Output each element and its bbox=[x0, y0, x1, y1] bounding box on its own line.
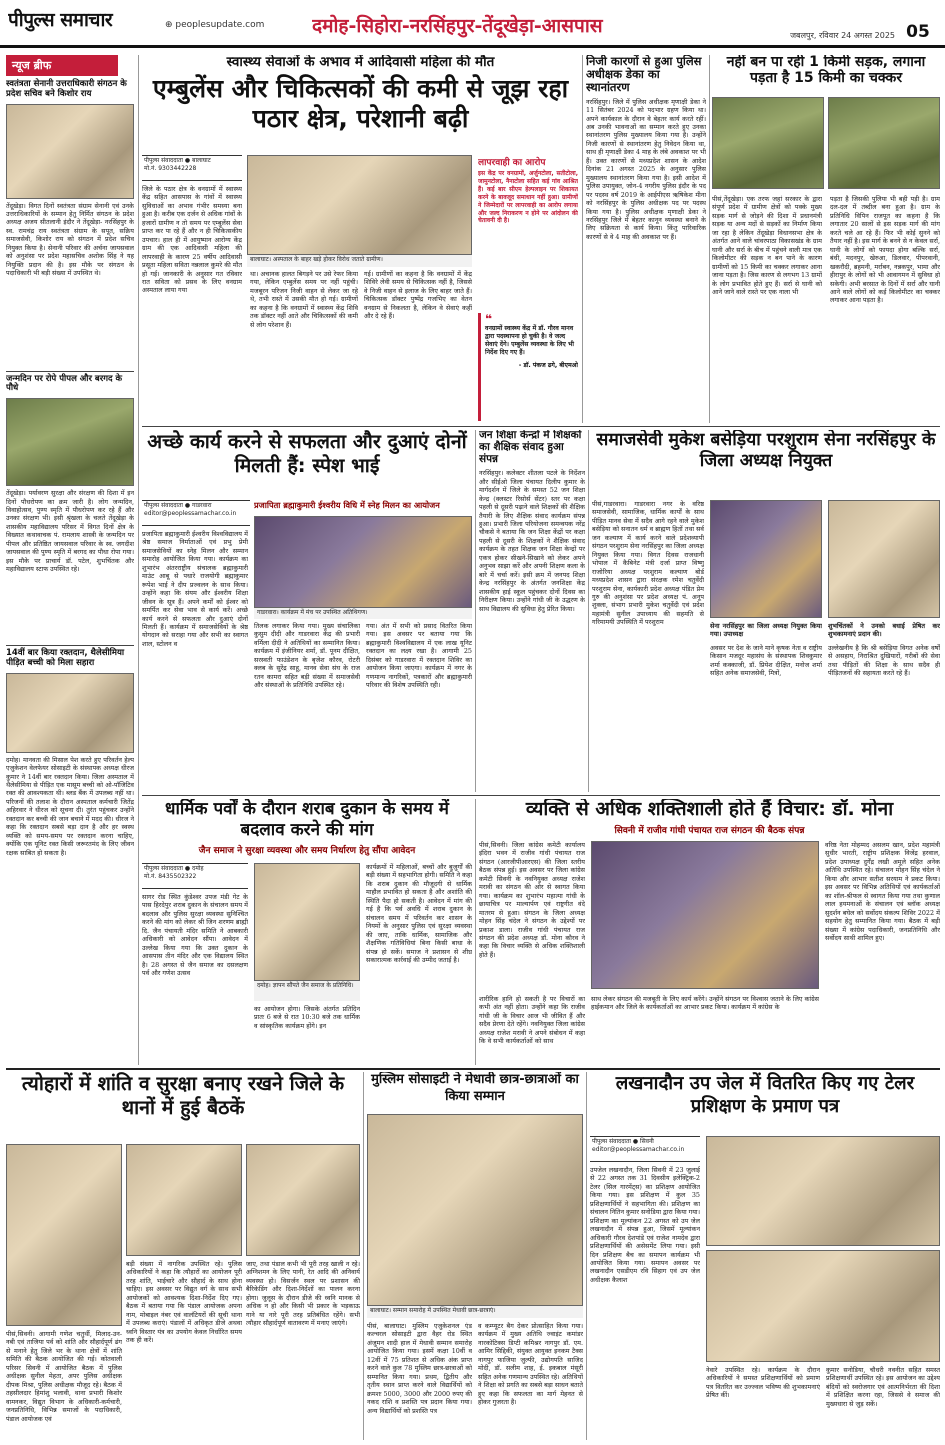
brief-body-2: तेंदूखेड़ा। पर्यावरण सुरक्षा और संरक्षण की दिशा में इन दिनों पौधरोपण का क्रम जारी है। लोग जन्मदिन, विवाहोत्सव, पुण्य स्मृति में पौधरोपण कर रहे हैं और उनका संरक्षण भी। इसी श्रृंखला के चलते तेंदूखेड़ा के शासकीय महाविद्यालय परिसर में विगत दिनों क्षेत्र के विख्यात कथावाचक पं. रामलाय शास्त्री के जन्मदिन पर पीपल और प्रतिष्ठित जायसवाल परिवार के स्व. जगदीश जायसवाल की पुण्य स्मृति में बरगद का पौधा रोपा गया। इस मौके पर प्राचार्य डॉ. पटेल, शुभचिंतक और महाविद्यालय स्टाफ उपस्थित रहे। bbox=[6, 489, 134, 574]
meet-photo bbox=[254, 516, 472, 608]
lead-sidebar bbox=[478, 155, 578, 305]
road-photo-2 bbox=[828, 97, 940, 189]
meet-col-1: प्रजापिता ब्रह्माकुमारी ईश्वरीय विश्वविद्यालय में श्रेष्ठ समाज निर्माताओं एवं प्रभु प्रेमी समाजसेवियों का स्नेह मिलन और सम्मान समारोह आयोजित किया गया। कार्यक्रम का शुभारंभ अंतरराष्ट्रीय संचालक ब्रह्माकुमारी माउंट आबू से पधारे राजयोगी ब्रह्माकुमार रूपेश भाई ने दीप प्रज्वलन के साथ किया। उन्होंने कहा कि संयम और ईश्वरीय शिक्षा जीवन के सूत्र हैं। अपने कर्मों को ईश्वर को समर्पित कर सेवा भाव से कार्य करें। अच्छे कार्य करने से सफलता और दुआएं दोनों मिलती हैं। कार्यक्रम में समाजसेवियों के श्रेष्ठ योगदान को सराहा गया और सभी का स्वागत शाल, स्टोलन व bbox=[142, 530, 248, 648]
brief-body-1: तेंदूखेड़ा। विगत दिनों स्वतंत्रता संग्राम सेनानी एवं उनके उत्तराधिकारियों के सम्मान हेतु निर्मित संगठन के प्रदेश अध्यक्ष अजय सीतलानी इंदौर ने तेंदूखेड़ा- नरसिंहपुर के स्व. रामचंद्र राय स्वतंत्रता संग्राम के सपूत, सक्रिय समाजसेवी, किशोर राय को संगठन में प्रदेश सचिव नियुक्त किया है। सेनानी परिवार की अर्चना जायसवाल को अनुशंसा पर प्रदेश महासचिव अशोक सिंह ने यह नियुक्ति प्रदान की है। इस मौके पर संगठन के पदाधिकारी भी बड़ी संख्या में उपस्थित थे। bbox=[6, 201, 134, 278]
jan-headline: जन शिक्षा केन्द्रों में शिक्षकों का शैक्षिक संवाद हुआ संपन्न bbox=[479, 430, 582, 465]
mukesh-photo-right bbox=[828, 500, 940, 618]
lead-story bbox=[142, 55, 579, 423]
festival-headline: त्योहारों में शांति व सुरक्षा बनाए रखने जिले के थानों में हुई बैठकें bbox=[21, 1072, 345, 1120]
liquor-headline: धार्मिक पर्वों के दौरान शराब दुकान के समय में बदलाव करने की मांग bbox=[165, 799, 449, 840]
police-body: नरसिंहपुर। जिले में पुलिस अधीक्षक मृणाक्षी डेका ने 11 सितंबर 2024 को पदभार ग्रहण किया था। अपने कार्यकाल के दौरान वे बेहतर कार्य करते रहीं। अब उनकी भावनाओं का सम्मान करते हुए उनका स्थानांतरण पुलिस मुख्यालय किया गया है। उन्होंने निजी कारणों से स्थानांतरण हेतु निवेदन किया था, साथ ही मृणाक्षी डेका 4 माह के लंबे अवकाश पर भी हैं। उक्त कारणों से मध्यप्रदेश शासन के आदेश दिनांक 21 अगस्त 2025 के अनुसार पुलिस मुख्यालय स्थानांतरण किया गया है। इसी आदेश में पुलिस उपायुक्त, जोन-4 नगरीय पुलिस इंदौर के पद पर पदस्थ वर्ष 2019 के आईपीएस ऋषिकेश मीना को नरसिंहपुर के पुलिस अधीक्षक पद पर पदस्थ किया गया है। पुलिस अधीक्षक मृणाक्षी डेका ने नरसिंहपुर जिले में बेहतर कानून व्यवस्था बनाने के लिए सक्रियता से कार्य किया। किंतु पारिवारिक कारणों से वे 4 माह की अवकाश पर हैं। bbox=[586, 97, 706, 241]
jail-photo-1 bbox=[706, 1136, 940, 1246]
liquor-col-1: सागर रोड स्थित कुंडेश्वर उपज मंडी गेट के पास हिरदेपुर शराब दुकान के संचालन समय में बदलाव और पुलिस सुरक्षा व्यवस्था सुनिश्चित करने की मांग को लेकर श्री जिन शरणम ब्राह्मी दि. जैन पंचायती मंदिर समिति ने आबकारी अधिकारी को आवेदन सौंपा। आवेदन में उल्लेख किया गया कि उक्त दुकान के आसपास तीन मंदिर और एक विद्यालय स्थित है। 28 अगस्त से जैन समाज का दसलक्षण पर्व और गणेश उत्सव bbox=[142, 893, 248, 978]
mukesh-col-1: पीसं,गाडरवारा। गाडरवारा नगर के वरिष्ठ समाजसेवी, सामाजिक, धार्मिक कार्यों के साथ पीड़ित मानव सेवा में सदैव आगे रहने वाले मुकेश बसेड़िया को सनातन धर्म व ब्राह्मण हितों तथा सर्व जन कल्याण में कार्य करने वाले प्रदेशव्यापी संगठन परशुराम सेना नरसिंहपुर का जिला अध्यक्ष नियुक्त किया गया। विगत दिवस राजधानी भोपाल में कैबिनेट मंत्री दर्जा प्राप्त विष्णु राजोरिया अध्यक्ष परशुराम कल्याण बोर्ड मध्यप्रदेश शासन द्वारा संरक्षक रमेश चतुर्वेदी परशुराम सेना, कार्यकारी प्रदेश अध्यक्ष पंडित प्रेम गुरु की अनुशंसा पर प्रदेश अध्यक्ष पं. अनूप शुक्ला, संभाग प्रभारी मुकेश चतुर्वेदी एवं प्रदेश महामंत्री सुनील उपाध्याय की सहमति से गरिमामयी उपस्थिति में परशुराम bbox=[592, 500, 704, 627]
mona-col-1: पीसं,सिवनी। जिला कांग्रेस कमेटी कार्यालय इंदिरा भवन में राजीव गांधी पंचायत राज संगठन (आरजीपीआरएस) की जिला स्तरीय बैठक संपन्न हुई। इस अवसर पर जिला कांग्रेस कमेटी सिवनी के नवनियुक्त अध्यक्ष राजेश मरावी का संगठन की ओर से स्वागत किया गया। कार्यक्रम का शुभारंभ महात्मा गांधी के छायाचित्र पर माल्यार्पण एवं राष्ट्रगीत वंदे मातरम से हुआ। संगठन के जिला अध्यक्ष मोहन सिंह चंदेल ने संगठन के उद्देश्यों पर प्रकाश डाला। राजीव गांधी पंचायत राज संगठन की प्रदेश अध्यक्ष डॉ. मोना कौरव ने कहा कि विचार व्यक्ति से अधिक शक्तिशाली होते हैं। bbox=[479, 841, 585, 959]
brief-photo-1 bbox=[6, 104, 134, 199]
lead-col-2: था। अचानक हालत बिगड़ने पर उसे रेफर किया गया, लेकिन एम्बुलेंस समय पर नहीं पहुंची। मजबूरन परिजन निजी वाहन से लेकर जा रहे थे, तभी रास्ते में उसकी मौत हो गई। ग्रामीणों का कहना है कि वनग्रामों में स्वास्थ्य केंद्र शिवि तक डॉक्टर नहीं आते और चिकित्सकों की कमी से लोग परेशान हैं। bbox=[250, 270, 358, 329]
festival-col-1: पीसं,सिवनी। आगामी गणेश चतुर्थी, मिलाद-उन-नबी एवं ताजिया पर्व को शांति और सौहार्दपूर्ण ढंग से मनाने हेतु जिले भर के थाना क्षेत्रों में शांति समिति की बैठक आयोजित की गई। कोतवाली परिसर सिवनी में आयोजित बैठक में पुलिस अधीक्षक सुनील मेहता, अपर पुलिस अधीक्षक दीपक मिश्रा, पुलिस अधीक्षक मौजूद रहे। बैठक में तहसीलदार हिमांशु भलावी, थाना प्रभारी किशोर वामनकर, विद्युत विभाग के अधिकारी-कर्मचारी, जनप्रतिनिधि, विभिन्न समाजों के पदाधिकारी, पंडाल आयोजक एवं bbox=[6, 1330, 122, 1423]
road-story bbox=[712, 55, 940, 423]
mukesh-caption-right: शुभचिंतकों ने उनको बधाई प्रेषित कर शुभकामनाएं प्रदान की। bbox=[828, 622, 940, 639]
mukesh-photo-left bbox=[710, 500, 822, 618]
road-col-2: पड़ता है जिसकी पुलिया भी बही पड़ी है। ग्राम दल-दल में तब्दील बना हुआ है। ग्राम के प्रतिनिधि विपिन राजपूत का कहना है कि लगातार 20 सालों से इस सड़क मार्ग की मांग करते चले आ रहे हैं। फिर भी कोई सुनने को तैयार नहीं है। इस मार्ग के बनने से न केवल सर्रा, घानी के लोगों को फायदा होगा बल्कि सर्रा, बंधी, मदनपुर, खेरुआ, डिलवार, पीपरवानी, खकरौदी, ब्रहमनी, मर्राबन, नन्नकपुर, भामा और हीरापुर के लोगों को भी आवागमन में सुविधा हो सकेगी। अभी बरसात के दिनों में सर्रा और घानी आने वाले लोगों को कई किलोमीटर का चक्कर लगाकर आना पड़ता है। bbox=[830, 195, 940, 305]
meet-subheadline: प्रजापिता ब्रह्माकुमारी ईश्वरीय विधि में स्नेह मिलन का आयोजन bbox=[254, 500, 440, 510]
brief-photo-3 bbox=[6, 673, 134, 753]
mona-col-2: शारीरिक हानि हो सकती है पर विचारों का कभी अंत नहीं होता। उन्होंने कहा कि राजीव गांधी जी के विचार आज भी जीवित हैं और सदैव प्रेरणा देते रहेंगे। नवनियुक्त जिला कांग्रेस अध्यक्ष राजेश मरावी ने अपने संबोधन में कहा कि वे सभी कार्यकर्ताओं को साथ bbox=[479, 995, 585, 1046]
meet-col-3: गया। अंत में सभी को प्रसाद वितरित किया गया। इस अवसर पर बताया गया कि ब्रह्माकुमारी विश्वविद्यालय में एक लाख यूनिट रक्तदान का लक्ष्य रखा है। आगामी 25 दिसंबर को गाडरवारा में रक्तदान शिविर का आयोजन किया जाएगा। कार्यक्रम में नगर के गणमान्य नागरिकों, पत्रकारों और ब्रह्माकुमारी परिवार की विशेष उपस्थिति रही। bbox=[366, 622, 472, 690]
road-headline: नहीं बन पा रही 1 किमी सड़क, लगाना पड़ता है 15 किमी का चक्कर bbox=[726, 55, 926, 86]
meet-byline: पीपुल्स संवाददाता ● गाडरवारा editor@peoplessamachar.co.in bbox=[142, 500, 250, 526]
jail-caption-right: कुमार सनोडिया, चौधरी नवनीत सहित समस्त प्रशिक्षणार्थी उपस्थित रहे। इस आयोजन का उद्देश्य बंदियों को स्वरोजगार एवं आत्मनिर्भरता की दिशा में प्रशिक्षित करना रहा, जिससे वे समाज की मुख्यधारा से जुड़ सकें। bbox=[826, 1366, 940, 1408]
meet-photo-caption: गाडरवारा। कार्यक्रम में मंच पर उपस्थित अतिथिगण। bbox=[254, 608, 472, 619]
masthead-logo[interactable] bbox=[8, 6, 163, 36]
mukesh-headline: समाजसेवी मुकेश बसेड़िया परशुराम सेना नरसिंहपुर के जिला अध्यक्ष नियुक्त bbox=[596, 430, 936, 472]
website-icon: ⊕ bbox=[165, 20, 176, 30]
mukesh-caption-left: सेना नरसिंहपुर का जिला अध्यक्ष नियुक्त किया गया। उपाध्यक्ष bbox=[710, 622, 822, 639]
logo-text: पीपुल्स समाचार bbox=[8, 9, 113, 31]
quote-icon: ❝ bbox=[485, 313, 493, 326]
police-headline: निजी कारणों से हुआ पुलिस अधीक्षक डेका का स्थानांतरण bbox=[586, 55, 702, 94]
dateline: जबलपुर, रविवार 24 अगस्त 2025 bbox=[790, 31, 895, 40]
mona-story bbox=[479, 799, 940, 1065]
jan-body: नरसिंहपुर। कलेक्टर शीतला पटले के निर्देशन और सीईओ जिला पंचायत दिलीप कुमार के मार्गदर्शन में जिले के समस्त 52 जन शिक्षा केन्द्र (क्लस्टर रिसोर्स सेंटर) स्तर पर कक्षा पहली से दूसरी पढ़ाने वाले शिक्षकों की शैक्षिक तैयारी के लिए शैक्षिक संवाद कार्यक्रम संपन्न हुआ। प्रभारी जिला परियोजना समन्वयक नरेंद्र चौकसे ने बताया कि जन शिक्षा केंद्रों पर कक्षा पहली से दूसरी के शिक्षकों ने शैक्षिक संवाद कार्यक्रम के तहत शिक्षक जन शिक्षा केन्द्रों पर एकत्र होकर सीखने-सिखाने को लेकर अपने अनुभव साझा करें और अपनी शिक्षण कला के बारे में चर्चा करें। इसी क्रम में जनपद शिक्षा केन्द्र नरसिंहपुर के अंतर्गत जनशिक्षा केंद्र शासकीय हाई स्कूल पहुंचकर दोनों दिवस का निरीक्षण किया। उन्होंने गांधी जी के उद्धरण के साथ विद्यालय की सुविधा हेतु प्रेरित किया। bbox=[479, 469, 585, 613]
meet-story bbox=[142, 430, 472, 792]
festival-story bbox=[6, 1072, 360, 1440]
liquor-col-3: कार्यक्रमों में महिलाओं, बच्चों और बुजुर्गों की बड़ी संख्या में सहभागिता होगी। समिति ने कहा कि शराब दुकान की मौजूदगी से धार्मिक माहौल प्रभावित हो सकता है और अशांति की स्थिति पैदा हो सकती है। आवेदन में मांग की गई है कि पर्व अवधि में शराब दुकान के संचालन समय में परिवर्तन कर शासन के नियमों के अनुसार पुलिस एवं सुरक्षा व्यवस्था की जाए, ताकि धार्मिक, सामाजिक और शैक्षणिक गतिविधियां बिना किसी बाधा के संपन्न हो सकें। समाज ने प्रशासन से शीघ्र सकारात्मक कार्रवाई की उम्मीद जताई है। bbox=[366, 863, 472, 964]
mona-headline: व्यक्ति से अधिक शक्तिशाली होते हैं विचार: डॉ. मोना bbox=[525, 799, 894, 820]
mona-col-3: साथ लेकर संगठन की मजबूती के लिए कार्य करेंगे। उन्होंने संगठन पर विश्वास जताने के लिए कांग्रेस हाईकमान और जिले के कार्यकर्ताओं का आभार प्रकट किया। कार्यक्रम में कांग्रेस के bbox=[591, 995, 819, 1012]
meet-col-2: तिलक लगाकर किया गया। मुख्य संचालिका कुसुम दीदी और गाडरवारा केंद्र की प्रभारी वर्मिला दीदी ने अतिथियों का सम्मानित किया। कार्यक्रम में इंजीनियर शर्मा, डॉ. पूनम दीक्षित, सरस्वती फाउंडेशन के बृजेश कौरव, रोटरी क्लब के सुरेंद्र साहू, मानव सेवा संघ के राज रतन कामरा सहित बड़ी संख्या में समाजसेवी और संस्थाओं के प्रतिनिधि उपस्थित रहे। bbox=[254, 622, 360, 690]
lead-col-1: जिले के पठार क्षेत्र के वनग्रामों में स्वास्थ्य केंद्र सहित आसपास के गांवों में स्वास्थ्य सुविधाओं का अभाव गंभीर समस्या बना हुआ है। करीब एक दर्जन से अधिक गांवों के हजारों ग्रामीण न तो समय पर एम्बुलेंस सेवा प्राप्त कर पा रहे हैं और न ही चिकित्सकीय उपचार। हाल ही में आयुष्मान आरोग्य केंद्र ग्राम की एक आदिवासी महिला की लापरवाही के कारण 25 वर्षीय आदिवासी प्रसूता महिला सविता नन्नलाल कुमरे की मौत हो गई। जानकारी के अनुसार गत रविवार रात सविता को प्रसव के लिए वनग्राम अस्पताल लाया गया bbox=[142, 185, 242, 295]
jail-col-1: उपजेल लखनादौन, जिला सिवनी में 23 जुलाई से 22 अगस्त तक 31 दिवसीय इलेक्ट्रिक-2 टेलर (सिल गारमेंट्स) का प्रशिक्षण आयोजित किया गया। इस प्रशिक्षण में कुल 35 प्रशिक्षणार्थियों ने सहभागिता की। प्रशिक्षण का संचालन नितिन कुमार सनोडिया द्वारा किया गया। प्रशिक्षण का मूल्यांकन 22 अगस्त को उप जेल लखनादौन में संपन्न हुआ, जिसमें मूल्यांकन अधिकारी गौरव देशपांडे एवं राजेश नामदेव द्वारा प्रशिक्षणार्थियों की असेसमेंट लिया गया। इसी दिन प्रशिक्षण बैच का समापन कार्यक्रम भी आयोजित किया गया। समापन अवसर पर लखनादौन एसडीएम रवि सिहाग एवं उप जेल अधीक्षक कैलाश bbox=[590, 1166, 700, 1284]
website-link[interactable]: ⊕ peoplesupdate.com bbox=[165, 20, 265, 30]
road-col-1: पीसं,तेंदूखेड़ा। एक तरफ जहां सरकार के द्वारा संपूर्ण प्रदेश में ग्रामीण क्षेत्रों को पक्के मुख्य सड़क मार्ग से जोड़ने की दिशा में प्रधानमंत्री सड़क या अन्य मदों से सड़कों का निर्माण किया जा रहा है लेकिन तेंदूखेड़ा विधानसभा क्षेत्र के अंतर्गत आने वाले चांवरपाठा विकासखंड के ग्राम घानी और सर्रा के बीच में पहुंचने वाली मात्र एक किलोमीटर की सड़क न बन पाने के कारण ग्रामीणों को 15 किमी का चक्कर लगाकर आना जाना पड़ता है। जिस कारण से लगभग 13 ग्रामों के लोग प्रभावित होते हुए हैं। सर्रा से घानी को आने जाने वाले रास्ते पर एक नाला भी bbox=[712, 195, 822, 296]
police-story bbox=[586, 55, 706, 423]
jan-story bbox=[479, 430, 585, 792]
mona-photo bbox=[591, 841, 819, 989]
brief-headline-2: जन्मदिन पर रोपे पीपल और बरगद के पौधे bbox=[6, 371, 134, 395]
masthead bbox=[0, 0, 945, 50]
mukesh-col-3: उल्लेखनीय है कि श्री बसेड़िया विगत अनेक वर्षों से असहाय, निराश्रित दुखियारों, गरीबों की सेवा तथा पीड़ितों की शिक्षा के साथ सदैव ही पीड़ितजनों की सहायता करते रहे हैं। bbox=[828, 644, 940, 678]
meet-email[interactable]: editor@peoplessamachar.co.in bbox=[144, 509, 237, 517]
festival-col-3: जाए, तथा पंडाल कभी भी पूरी तरह खाली न रहे। अग्निशमन के लिए पानी, रेत आदि की अनिवार्य व्यवस्था हो। विसर्जन स्थल पर प्रशासन की बैरिकेडिंग और दिशा-निर्देशों का पालन करना होगा। जुलूस के दौरान डीजे की ध्वनि मानक से अधिक न हो और किसी भी प्रकार के भड़काऊ गाने या नारे पूरी तरह प्रतिबंधित रहेंगे। सभी त्यौहार सौहार्दपूर्ण वातावरण में मनाए जाएंगे। bbox=[246, 1260, 360, 1328]
brief-headline-1: स्वतंत्रता सेनानी उत्तराधिकारी संगठन के प्रदेश सचिव बने किशोर राय bbox=[6, 79, 127, 99]
lead-byline: पीपुल्स संवाददाता ● बालाघाट मो.नं. 9303442228 bbox=[142, 155, 242, 181]
liquor-col-2: का आयोजन होगा। जिसके अंतर्गत प्रतिदिन प्रातः 6 बजे से रात 10:30 बजे तक धार्मिक व सांस्कृतिक कार्यक्रम होंगे। इन bbox=[254, 1005, 360, 1030]
muslim-col-2: व कम्प्यूटर बैग देकर प्रोत्साहित किया गया। कार्यक्रम में मुख्य अतिथि ज्वाइंट कमांडर नारकोटिक्स डिप्टी कमिश्नर नागपुर डॉ. एम. आमिर सिद्दिकी, संयुक्त आयुक्त इनकम टैक्स नागपुर फाजिया जुल्फी, उद्योगपति साजिद मोदी, डॉ. सलीम शाह, ई. इकबाल मंसूरी सहित अनेक गणमान्य उपस्थित रहे। अतिथियों ने शिक्षा को प्रगति का सबसे बड़ा साधन बताते हुए कहा कि सफलता का मार्ग मेहनत से होकर गुजरता है। bbox=[478, 1322, 583, 1407]
mukesh-story bbox=[592, 430, 940, 792]
page-number: 05 bbox=[906, 22, 930, 42]
liquor-story bbox=[142, 799, 472, 1065]
lead-quote bbox=[478, 313, 578, 421]
brief-photo-2 bbox=[6, 398, 134, 486]
festival-photo-1 bbox=[6, 1144, 122, 1326]
liquor-photo-caption: दमोह। ज्ञापन सौंपते जैन समाज के प्रतिनिधि। bbox=[254, 981, 360, 1001]
mona-col-4: वरिष्ठ नेता मोहम्मद असलम खान, प्रदेश महामंत्री सुधीर भारती, राष्ट्रीय प्रशिक्षक विजेंद्र हरवाल, प्रदेश उपाध्यक्ष दुर्गेंद्र लखी अमूले सहित अनेक अतिथि उपस्थित रहे। संचालन मोहन सिंह चंदेल ने किया और आभार सतीश सरयाम ने प्रकट किया। इस अवसर पर विभिन्न अतिथियों एवं कार्यकर्ताओं का शॉल-श्रीफल से स्वागत किया गया तथा कुणाल लाल हयमनाओं के संचालन एवं ब्लॉक अध्यक्ष सुदर्शन बघेल को सर्वोदय संकल्प शिविर 2022 में सहयोग हेतु सम्मानित किया गया। बैठक में बड़ी संख्या में कांग्रेस पदाधिकारी, जनप्रतिनिधि और सर्वोदय साथी शामिल हुए। bbox=[825, 841, 940, 942]
mukesh-col-2: अवसर पर देश के जाने माने कृषक नेता व राष्ट्रीय किसान मजदूर महासंघ के संस्थापक शिवकुमार शर्मा कक्काजी, डॉ. प्रियेश दीक्षित, मनोज शर्मा सहित अनेक समाजसेवी, मित्रों, bbox=[710, 644, 822, 678]
meet-headline: अच्छे कार्य करने से सफलता और दुआएं दोनों मिलती हैं: स्पेश भाई bbox=[147, 430, 467, 477]
festival-photo-2 bbox=[126, 1144, 242, 1256]
lead-quote-text: वनग्रामों स्वास्थ्य केंद्र में डॉ. गौरव मानव द्वारा पदस्थापना हो चुकी है। वे जल्द सेवाएं देंगे। एम्बुलेंस व्यवस्था के लिए भी निर्देश दिए गए हैं। bbox=[485, 325, 574, 357]
liquor-photo bbox=[254, 863, 360, 981]
muslim-photo bbox=[367, 1114, 583, 1306]
muslim-col-1: पीसं, बालाघाट। मुस्लिम एजुकेशनल एंड कल्चरल सोसाइटी द्वारा वैहर रोड स्थित अंजुमन शादी हाल में मेधावी सम्मान समारोह आयोजित किया गया। इसमें कक्षा 10वीं व 12वीं में 75 प्रतिशत से अधिक अंक प्राप्त करने वाले कुल 78 मुस्लिम छात्र-छात्राओं को सम्मानित किया गया। प्रथम, द्वितीय और तृतीय स्थान प्राप्त करने वाले विद्यार्थियों को क्रमशः 5000, 3000 और 2000 रुपए की नकद राशि व प्रशस्ति पत्र प्रदान किया गया। अन्य विद्यार्थियों को प्रशस्ति पत्र bbox=[367, 1322, 472, 1415]
lead-sidebar-body: इस केंद्र पर वनग्रामों, अर्जुनटोला, सतीटोला, जामुनटोला, नैनाटोला सहित कई गांव आश्रित हैं। कई बार सीएम हेल्पलाइन पर शिकायत करने के बावजूद समाधान नहीं हुआ। ग्रामीणों ने जिम्मेदारों पर लापरवाही का आरोप लगाया और जल्द निराकरण न होने पर आंदोलन की चेतावनी दी है। bbox=[478, 170, 578, 225]
festival-photo-3 bbox=[246, 1144, 360, 1256]
mona-subheadline: सिवनी में राजीव गांधी पंचायत राज संगठन की बैठक संपन्न bbox=[614, 826, 805, 837]
muslim-headline: मुस्लिम सोसाइटी ने मेधावी छात्र-छात्राओं का किया सम्मान bbox=[371, 1072, 579, 1104]
brief-headline-3: 14वीं बार किया रक्तदान, थैलेसीमिया पीड़ित बच्ची को मिला सहारा bbox=[6, 645, 134, 669]
lead-photo bbox=[247, 155, 472, 255]
jail-photo-2 bbox=[706, 1250, 940, 1362]
section-title: दमोह-सिहोरा-नरसिंहपुर-तेंदूखेड़ा-आसपास bbox=[312, 15, 603, 37]
lead-photo-caption: बालाघाट। अस्पताल के बाहर खड़े होकर विरोध जताते ग्रामीण। bbox=[247, 255, 472, 267]
festival-col-2: बड़ी संख्या में नागरिक उपस्थित रहे। पुलिस अधिकारियों ने कहा कि त्यौहारों का आयोजन पूरी तरह शांति, भाईचारे और सौहार्द के साथ होना चाहिए। इस अवसर पर विद्युत वर्ग के साथ सभी आयोजकों को आवश्यक दिशा-निर्देश दिए गए। बैठक में बताया गया कि पंडाल आयोजक अपना नाम, मोबाइल नंबर एवं वालंटियरों की सूची थाना में उपलब्ध कराएं। पंडालों में अधिकृत डीजे अथवा ध्वनि विस्तार यंत्र का उपयोग केवल निर्धारित समय तक ही करें। bbox=[126, 1260, 242, 1345]
lead-kicker: स्वास्थ्य सेवाओं के अभाव में आदिवासी महिला की मौत bbox=[226, 55, 495, 70]
jail-story bbox=[590, 1072, 940, 1440]
brief-body-3: दमोह। मानवता की मिसाल पेश करते हुए परिवर्तन हेल्प एजुकेशन वेलफेयर सोसाइटी के संस्थापक अध्यक्ष धीरज कुमार ने 14वीं बार रक्तदान किया। जिला अस्पताल में थैलेसीमिया से पीड़ित एक मासूम बच्ची को ओ-पॉजिटिव रक्त की आवश्यकता थी। ब्लड बैंक में उपलब्ध नहीं था। परिजनों की तलाश के दौरान अस्पताल कर्मचारी जितेंद्र अहिरवार ने धीरज को सूचना दी। तुरंत पहुंचकर उन्होंने रक्तदान कर बच्ची की जान बचाने में मदद की। धीरज ने कहा कि रक्तदान सबसे बड़ा दान है और हर स्वस्थ व्यक्ति को समय-समय पर रक्तदान करना चाहिए, क्योंकि एक यूनिट रक्त किसी जरूरतमंद के लिए जीवन रक्षक साबित हो सकता है। bbox=[6, 755, 134, 857]
news-brief-column bbox=[6, 55, 134, 1065]
lead-headline: एम्बुलेंस और चिकित्सकों की कमी से जूझ रहा पठार क्षेत्र, परेशानी बढ़ी bbox=[152, 74, 569, 134]
lead-quote-author: - डॉ. पंकज ढगे, बीएमओ bbox=[518, 362, 578, 370]
jail-email[interactable]: editor@peoplessamachar.co.in bbox=[592, 1145, 685, 1153]
jail-headline: लखनादौन उप जेल में वितरित किए गए टेलर प्रशिक्षण के प्रमाण पत्र bbox=[615, 1073, 915, 1118]
muslim-photo-caption: बालाघाट। सम्मान समारोह में उपस्थित मेधावी छात्र-छात्राएं। bbox=[367, 1306, 583, 1318]
liquor-subheadline: जैन समाज ने सुरक्षा व्यवस्था और समय निर्धारण हेतु सौंपा आवेदन bbox=[198, 846, 416, 857]
muslim-story bbox=[367, 1072, 583, 1440]
jail-caption-left: नेवारे उपस्थित रहे। कार्यक्रम के दौरान अधिकारियों ने समस्त प्रशिक्षणार्थियों को प्रमाण पत्र वितरित कर उज्ज्वल भविष्य की शुभकामनाएं प्रेषित कीं। bbox=[706, 1366, 820, 1400]
brief-label: न्यूज ब्रीफ bbox=[6, 55, 118, 76]
jail-byline: पीपुल्स संवाददाता ● सिवनी editor@peoplessamachar.co.in bbox=[590, 1136, 700, 1162]
liquor-byline: पीपुल्स संवाददाता ● दमोह मो.नं. 8435502322 bbox=[142, 863, 248, 889]
lead-col-3: गई। ग्रामीणों का कहना है कि वनग्रामों में केंद्र शिविरे लेवी समय से चिकित्सक नहीं है, जिससे वे निजी वाहन से इलाज के लिए बाहर जाते हैं। चिकित्सक डॉक्टर पुष्पेंद्र गजभिए का वेतन वनग्राम से निकलता है, लेकिन वे सेवाएं कहीं और दे रहे हैं। bbox=[364, 270, 472, 321]
road-photo-1 bbox=[712, 97, 824, 189]
lead-sidebar-heading: लापरवाही का आरोप bbox=[478, 158, 546, 168]
